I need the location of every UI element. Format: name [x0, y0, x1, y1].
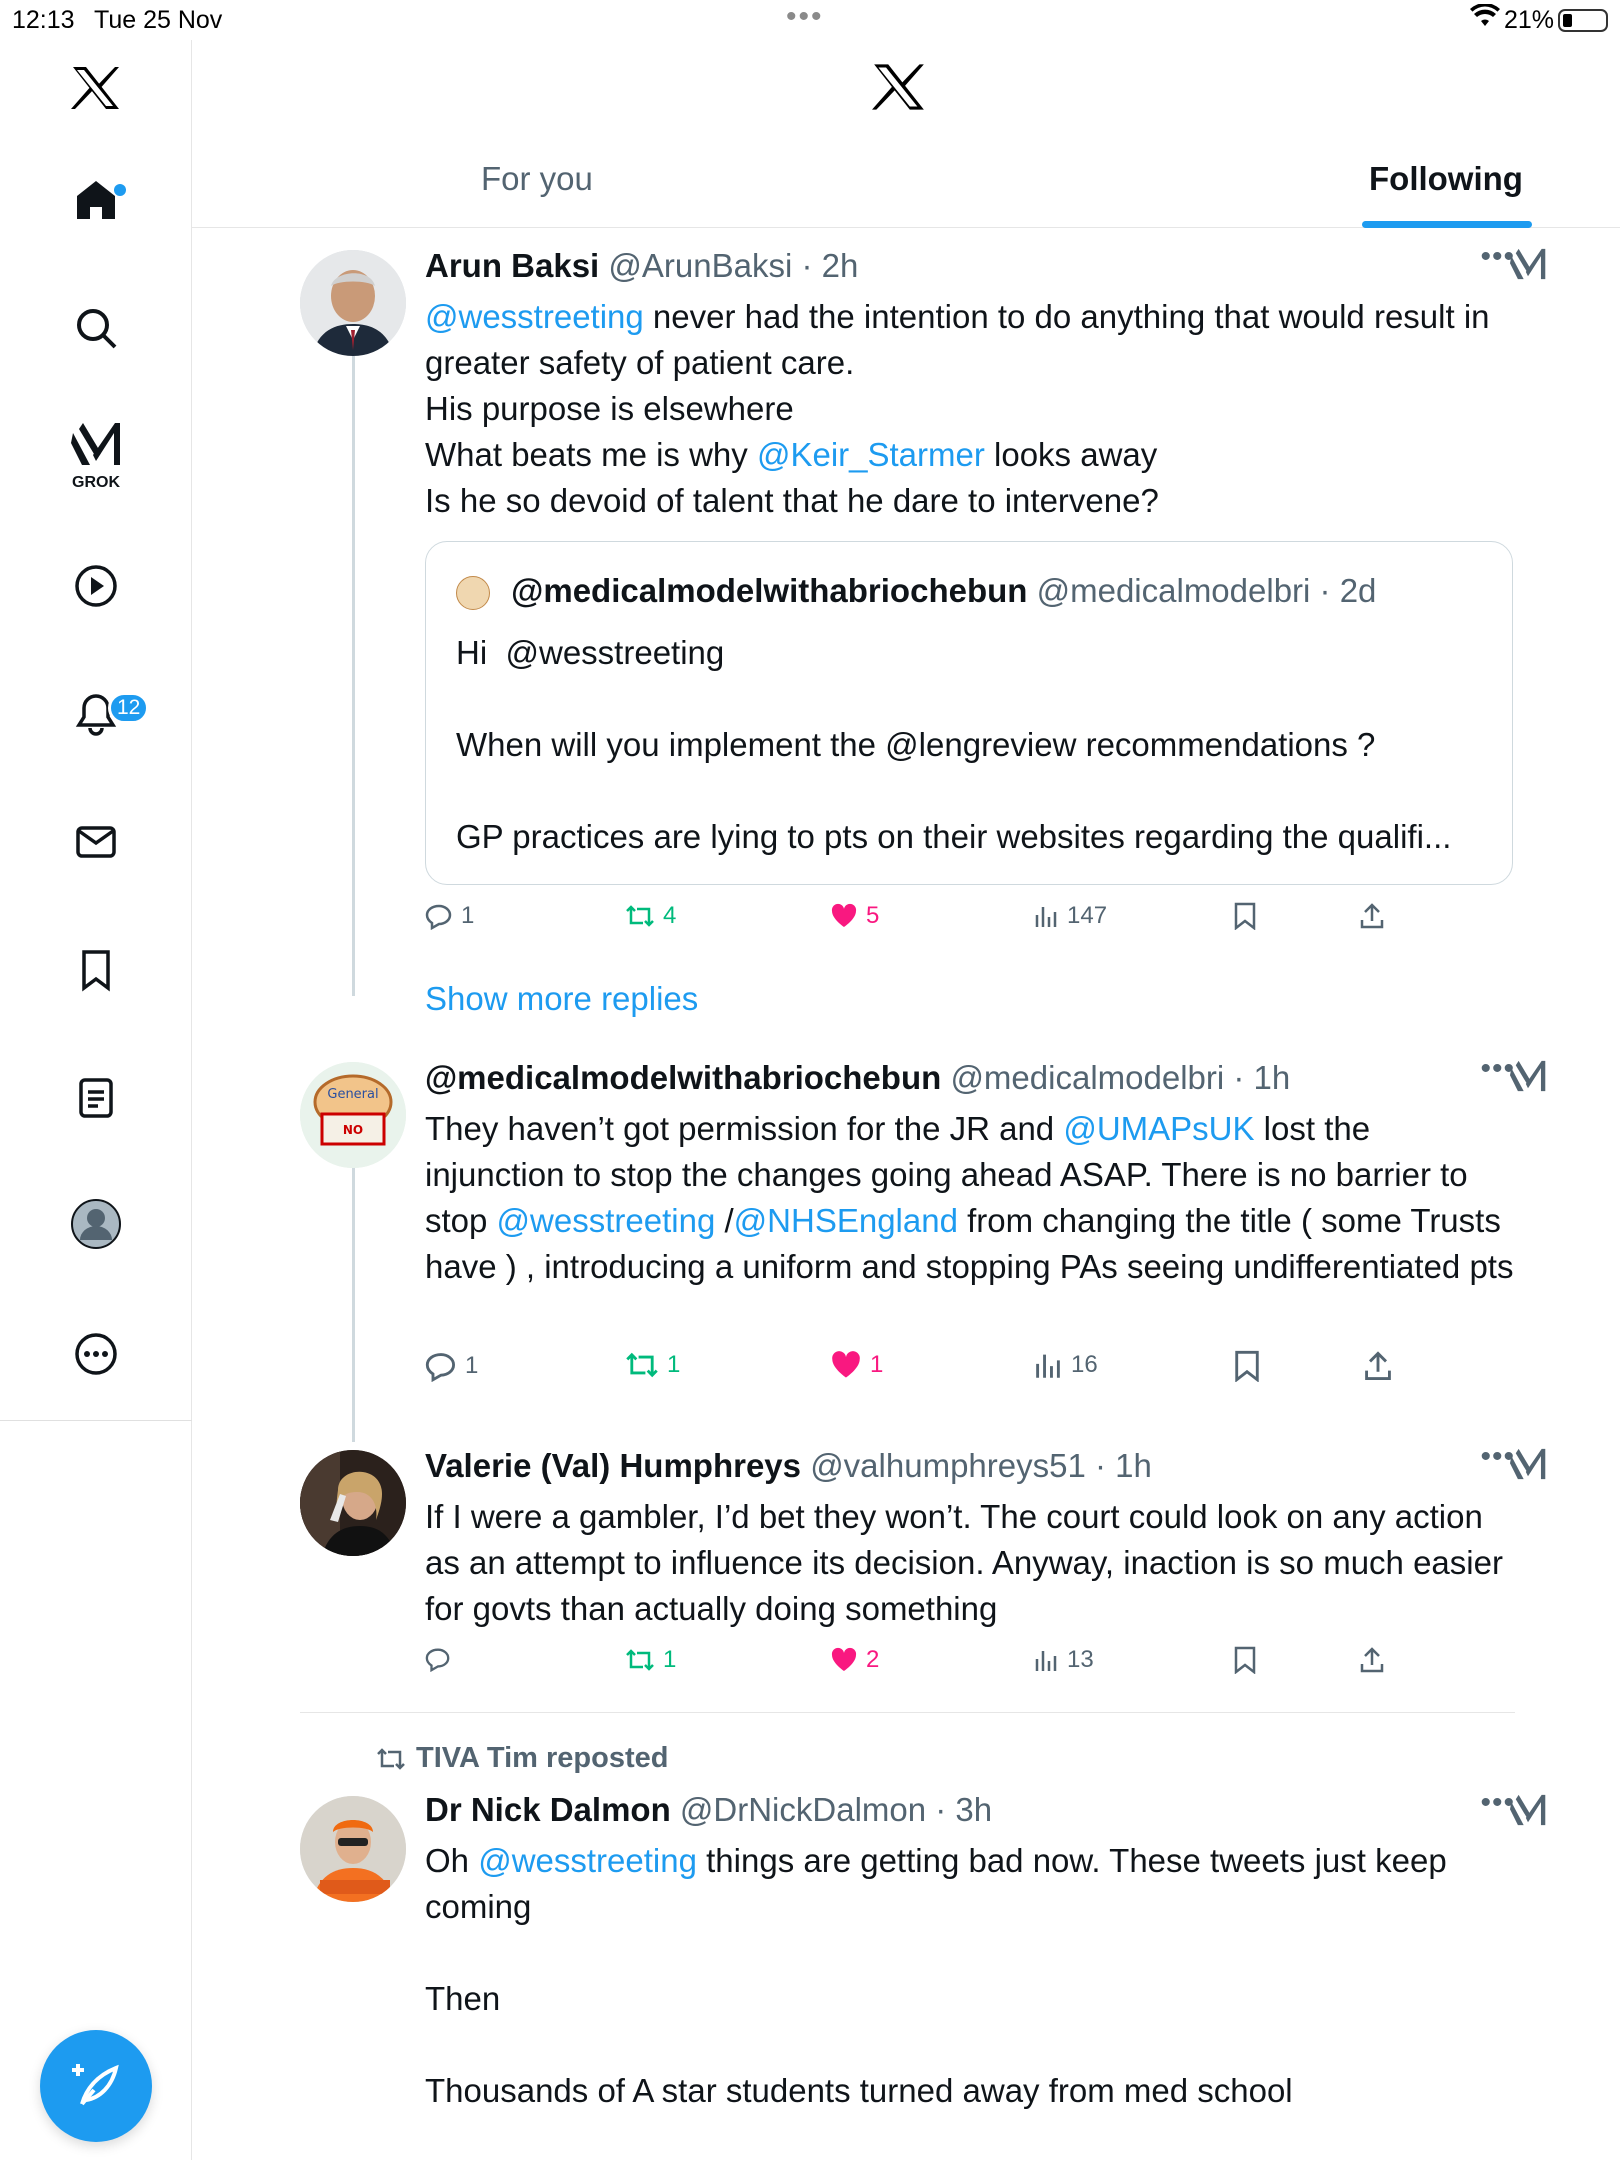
- mention-link[interactable]: @wesstreeting: [425, 298, 644, 335]
- bookmark-icon: [73, 947, 119, 998]
- sidebar-item-video[interactable]: [56, 548, 136, 628]
- repost-button[interactable]: [625, 1646, 676, 1674]
- bookmark-button[interactable]: [1233, 902, 1257, 930]
- views-button[interactable]: [1033, 1350, 1098, 1380]
- views-icon: [1033, 1350, 1063, 1380]
- home-icon: [74, 178, 118, 227]
- search-icon: [74, 306, 118, 355]
- tweet-text-segment: They haven’t got permission for the JR and: [425, 1110, 1064, 1147]
- quoted-tweet[interactable]: [425, 541, 1513, 885]
- reply-button[interactable]: [425, 1350, 478, 1382]
- compose-feather-icon: [68, 2056, 124, 2117]
- share-icon: [1359, 902, 1385, 930]
- quoted-avatar: [456, 576, 490, 610]
- like-count: 2: [866, 1646, 880, 1673]
- profile-avatar: [70, 1198, 122, 1255]
- repost-count: 1: [663, 1646, 677, 1673]
- tweet-header: [425, 1058, 1515, 1098]
- quoted-author-meta: @medicalmodelbri · 2d: [1036, 572, 1377, 609]
- like-count: 5: [866, 902, 880, 929]
- repost-icon: [625, 1350, 659, 1380]
- mail-icon: [73, 819, 119, 870]
- bookmark-button[interactable]: [1233, 1646, 1257, 1674]
- tweet-actions: [425, 902, 1425, 942]
- author-handle-time[interactable]: @DrNickDalmon · 3h: [679, 1791, 993, 1828]
- like-button[interactable]: [830, 1350, 883, 1380]
- tweet-actions: [425, 1646, 1425, 1686]
- author-name[interactable]: Dr Nick Dalmon: [425, 1791, 671, 1828]
- bookmark-icon: [1233, 902, 1257, 930]
- repost-count: 1: [667, 1351, 681, 1378]
- sidebar-item-messages[interactable]: [56, 804, 136, 884]
- author-handle-time[interactable]: @ArunBaksi · 2h: [608, 247, 859, 284]
- active-tab-indicator: [1362, 221, 1532, 228]
- like-count: 1: [870, 1351, 884, 1378]
- author-name[interactable]: Valerie (Val) Humphreys: [425, 1447, 802, 1484]
- views-icon: [1033, 903, 1059, 929]
- share-icon: [1363, 1350, 1393, 1382]
- status-bar: [0, 0, 1620, 40]
- more-options-icon[interactable]: •••: [1480, 240, 1515, 273]
- heart-icon: [830, 903, 858, 929]
- sidebar-item-search[interactable]: [56, 290, 136, 370]
- bookmark-button[interactable]: [1233, 1350, 1261, 1382]
- tweet-content: [425, 1446, 1515, 1632]
- more-options-icon[interactable]: •••: [1480, 1052, 1515, 1085]
- tweet-text-segment: Oh: [425, 1842, 479, 1879]
- avatar[interactable]: [300, 1796, 406, 1902]
- timeline-header: [192, 40, 1620, 228]
- tweet-text: [425, 1838, 1515, 2114]
- sidebar-item-profile[interactable]: [56, 1186, 136, 1266]
- heart-icon: [830, 1350, 862, 1380]
- tweet-text-segment: lost the injunction to stop the changes going ahead ASAP. There is no barrier to stop: [425, 1110, 1477, 1239]
- tweet-content: [425, 1790, 1515, 2114]
- reply-icon: [425, 902, 453, 930]
- sidebar-item-bookmarks[interactable]: [56, 932, 136, 1012]
- tab-for-you[interactable]: For you: [481, 160, 593, 197]
- views-button[interactable]: [1033, 1646, 1094, 1674]
- sidebar: [0, 40, 192, 2160]
- repost-icon: [625, 903, 655, 929]
- tweet-text-segment: looks away Is he so devoid of talent that he dare to intervene?: [425, 436, 1159, 519]
- show-more-replies-link[interactable]: Show more replies: [425, 980, 699, 1017]
- repost-icon: [625, 1647, 655, 1673]
- more-options-icon[interactable]: •••: [1480, 1786, 1515, 1819]
- grok-explain-icon[interactable]: [1510, 246, 1550, 286]
- repost-button[interactable]: [625, 1350, 680, 1380]
- mention-link[interactable]: @wesstreeting: [496, 1202, 716, 1239]
- reply-count: 1: [465, 1352, 479, 1379]
- tweet-header: [425, 1446, 1515, 1486]
- quoted-author-name: @medicalmodelwithabriochebun: [511, 572, 1028, 609]
- sidebar-item-grok[interactable]: [56, 416, 136, 496]
- more-options-icon[interactable]: •••: [1480, 1440, 1515, 1473]
- mention-link[interactable]: @UMAPsUK: [1063, 1110, 1255, 1147]
- bookmark-icon: [1233, 1646, 1257, 1674]
- avatar-text: NO: [342, 1123, 364, 1137]
- tweet-text-segment: /: [715, 1202, 734, 1239]
- quoted-tweet-header: [456, 572, 1376, 610]
- reply-count: 1: [461, 902, 475, 929]
- reply-button[interactable]: [425, 902, 474, 930]
- reply-button[interactable]: [425, 1646, 459, 1672]
- views-count: 13: [1067, 1646, 1094, 1673]
- thread-line: [352, 356, 355, 996]
- sidebar-item-more[interactable]: [56, 1316, 136, 1396]
- repost-button[interactable]: [625, 902, 676, 930]
- repost-count: 4: [663, 902, 677, 929]
- author-name[interactable]: @medicalmodelwithabriochebun: [425, 1059, 942, 1096]
- author-handle-time[interactable]: @medicalmodelbri · 1h: [950, 1059, 1291, 1096]
- views-button[interactable]: [1033, 902, 1107, 930]
- avatar[interactable]: [300, 1062, 406, 1168]
- grok-explain-icon[interactable]: [1510, 1792, 1550, 1832]
- notifications-badge: 12: [108, 692, 149, 724]
- tweet-header: [425, 1790, 1515, 1830]
- tab-following[interactable]: Following: [1369, 160, 1523, 197]
- reply-icon: [425, 1646, 451, 1672]
- sidebar-item-notifications[interactable]: [56, 676, 141, 756]
- share-icon: [1359, 1646, 1385, 1674]
- status-time: 12:13: [12, 6, 75, 34]
- avatar[interactable]: [300, 1450, 406, 1556]
- views-icon: [1033, 1647, 1059, 1673]
- home-unread-dot: [114, 184, 126, 196]
- mention-link[interactable]: @Keir_Starmer: [756, 436, 985, 473]
- x-logo-icon[interactable]: [872, 62, 926, 117]
- more-circle-icon: [73, 1331, 119, 1382]
- x-logo-icon[interactable]: [56, 48, 136, 128]
- grok-label: GROK: [72, 473, 120, 491]
- tweet-content: [425, 246, 1515, 524]
- views-count: 16: [1071, 1351, 1098, 1378]
- quoted-tweet-text: Hi @wesstreeting When will you implement the @lengreview recommendations ? GP practices are lying to pts on their websites regarding the qualifi...: [456, 634, 1452, 855]
- grok-explain-icon[interactable]: [1510, 1058, 1550, 1098]
- compose-button[interactable]: [40, 2030, 152, 2142]
- grok-icon: [71, 421, 121, 472]
- like-button[interactable]: [830, 902, 879, 930]
- status-date: Tue 25 Nov: [94, 6, 223, 34]
- thread-divider: [300, 1712, 1515, 1713]
- grok-explain-icon[interactable]: [1510, 1446, 1550, 1486]
- like-button[interactable]: [830, 1646, 879, 1674]
- multitasking-dots-icon[interactable]: •••: [786, 0, 824, 33]
- mention-link[interactable]: @NHSEngland: [733, 1202, 958, 1239]
- tweet-text: [425, 1494, 1515, 1632]
- battery-icon: [1558, 9, 1608, 32]
- tweet-text-segment: things are getting bad now. These tweets just keep coming Then Thousands of A star students turned away from med school: [425, 1842, 1447, 2109]
- tweet-text-segment: If I were a gambler, I’d bet they won’t. The court could look on any action as an attempt to influence its decision. Anyway, inaction is so much easier for govts than actually doing something: [425, 1498, 1513, 1627]
- tweet-text: [425, 1106, 1515, 1290]
- avatar-text: General: [327, 1087, 379, 1102]
- reposted-by-label: TIVA Tim reposted: [416, 1742, 669, 1774]
- mention-link[interactable]: @wesstreeting: [478, 1842, 697, 1879]
- share-button[interactable]: [1359, 902, 1385, 930]
- sidebar-divider: [0, 1420, 192, 1421]
- share-button[interactable]: [1359, 1646, 1385, 1674]
- avatar[interactable]: [300, 250, 406, 356]
- battery-percent: 21%: [1503, 6, 1554, 34]
- list-icon: [73, 1075, 119, 1126]
- tweet-actions: [425, 1350, 1425, 1390]
- play-icon: [73, 563, 119, 614]
- heart-icon: [830, 1647, 858, 1673]
- repost-icon: [376, 1746, 406, 1772]
- tweet-text: [425, 294, 1515, 524]
- sidebar-item-lists[interactable]: [56, 1060, 136, 1140]
- tweet-header: [425, 246, 1515, 286]
- tweet-text-segment: never had the intention to do anything that would result in greater safety of patient care. His purpose is elsewhere What beats me is why: [425, 298, 1490, 473]
- wifi-icon: [1470, 4, 1500, 35]
- repost-indicator[interactable]: [376, 1742, 668, 1775]
- tweet-content: [425, 1058, 1515, 1290]
- author-name[interactable]: Arun Baksi: [425, 247, 600, 284]
- reply-icon: [425, 1350, 457, 1382]
- share-button[interactable]: [1363, 1350, 1393, 1382]
- tweet-text-segment: from changing the title ( some Trusts have ) , introducing a uniform and stopping PAs seeing undifferentiated pts: [425, 1202, 1514, 1285]
- thread-line: [352, 1166, 355, 1442]
- views-count: 147: [1067, 902, 1108, 929]
- sidebar-item-home[interactable]: [56, 162, 136, 242]
- author-handle-time[interactable]: @valhumphreys51 · 1h: [810, 1447, 1152, 1484]
- bookmark-icon: [1233, 1350, 1261, 1382]
